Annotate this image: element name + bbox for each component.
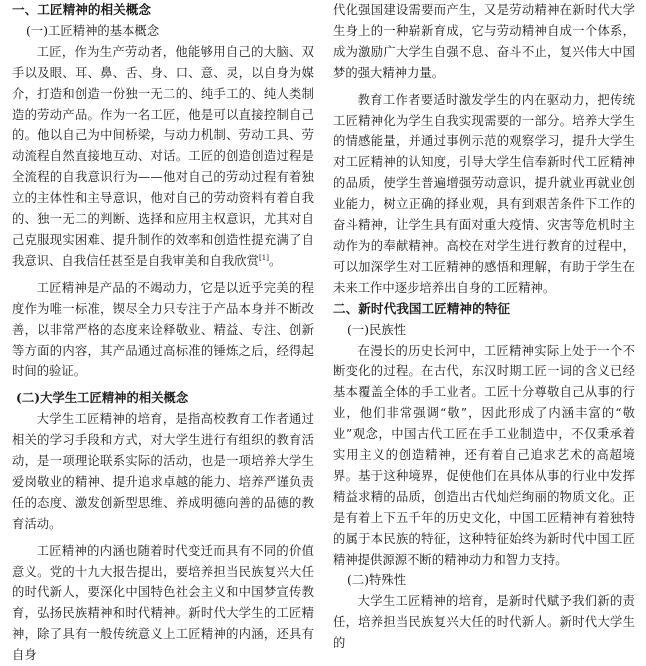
paragraph-continued: 代化强国建设需要而产生，又是劳动精神在新时代大学生身上的一种崭新育成，它与劳动精神自成一个体系，成为激励广大学生自强不息、奋斗不止，复兴伟大中国梦的强大精神力量。: [333, 3, 635, 80]
left-column: [12, 0, 314, 666]
paragraph-end: 。: [269, 253, 282, 268]
paragraph-craftsman-definition: [12, 42, 314, 272]
section-heading-2: 二、新时代我国工匠精神的特征: [333, 300, 511, 316]
paragraph-era-meaning: 工匠精神的内涵也随着时代变迁而具有不同的价值意义。党的十九大报告提出，要培养担当民族复兴大任的时代新人，要深化中国特色社会主义和中国梦宣传教育，弘扬民族精神和时代精神。新时代大学生的工匠精神，除了具有一般传统意义上工匠精神的内涵，还具有自身: [12, 543, 314, 663]
paragraph-educators: 教育工作者要适时激发学生的内在驱动力，把传统工匠精神化为学生自我实现需要的一部分。培养大学生的情感能量，并通过事例示范的观察学习，提升大学生对工匠精神的认知度，引导大学生信奉新时代工匠精神的品质，使学生普遍增强劳动意识，提升就业再就业创业能力，树立正确的择业观，具有到艰苦条件下工作的奋斗精神，让学生具有面对重大疫情、灾害等危机时主动作为的奉献精神。高校在对学生进行教育的过程中，可以加深学生对工匠精神的感悟和理解，有助于学生在未来工作中逐步培养出自身的工匠精神。: [333, 92, 635, 295]
citation-marker: [1]: [258, 253, 270, 262]
subsection-heading-2-1: (一)民族性: [347, 322, 407, 337]
paragraph-national-character: 在漫长的历史长河中，工匠精神实际上处于一个不断变化的过程。在古代，东汉时期工匠一词的含义已经基本覆盖全体的手工业者。工匠十分尊敬自己从事的行业，他们非常强调“敬”，因此形成了内涵丰富的“敬业”观念，中国古代工匠在手工业制造中，不仅秉承着实用主义的创造精神，还有着自己追求艺术的高超境界。基于这种境界，促使他们在具体从事的行业中发挥精益求精的品质，创造出古代灿烂绚丽的物质文化。正是有着上下五千年的历史文化，中国工匠精神有着独特的属于本民族的特征，这种特征始终为新时代中国工匠精神提供源源不断的精神动力和智力支持。: [333, 343, 635, 567]
subsection-heading-1-2: (二)大学生工匠精神的相关概念: [16, 390, 189, 406]
paragraph-specificity: 大学生工匠精神的培育，是新时代赋予我们新的责任，培养担当民族复兴大任的时代新人。新时代大学生的: [333, 594, 635, 651]
paragraph-text: 工匠，作为生产劳动者，他能够用自己的大脑、双手以及眼、耳、鼻、舌、身、口、意、灵，以自身为媒介，打造和创造一份独一无二的、纯手工的、纯人类制造的劳动产品。作为一名工匠，他是可以直接控制自己的。他以自己为中间桥梁，与动力机制、劳动工具、劳动流程自然直接地互动、对话。工匠的创造创造过程是全流程的自我意识行为——他对自己的劳动过程有着独立的主体性和主导意识，他对自己的劳动资料有着自我的、独一无二的判断、选择和应用主权意识，尤其对自己克服现实困难、提升制作的效率和创造性提充满了自我意识、自我信任甚至是自我审美和自我欣赏: [12, 44, 314, 268]
section-heading-1: 一、工匠精神的相关概念: [12, 2, 152, 17]
paragraph-craftsman-spirit-power: 工匠精神是产品的不竭动力，它是以近乎完美的程度作为唯一标准，锲尽全力只专注于产品本身并不断改善，以非常严格的态度来诠释敬业、精益、专注、创新等方面的内容，其产品通过高标准的锤炼之后，经得起时间的验证。: [12, 280, 314, 379]
subsection-heading-2-2: (二)特殊性: [347, 573, 407, 588]
right-column: [333, 0, 635, 654]
paragraph-student-cultivation: 大学生工匠精神的培育，是指高校教育工作者通过相关的学习手段和方式，对大学生进行有组织的教育活动，是一项理论联系实际的活动，也是一项培养大学生爱岗敬业的精神、提升追求卓越的能力、培养严谨负责任的态度、激发创新型思维、养成明德向善的品德的教育活动。: [12, 412, 314, 531]
subsection-heading-1-1: (一)工匠精神的基本概念: [26, 23, 160, 38]
